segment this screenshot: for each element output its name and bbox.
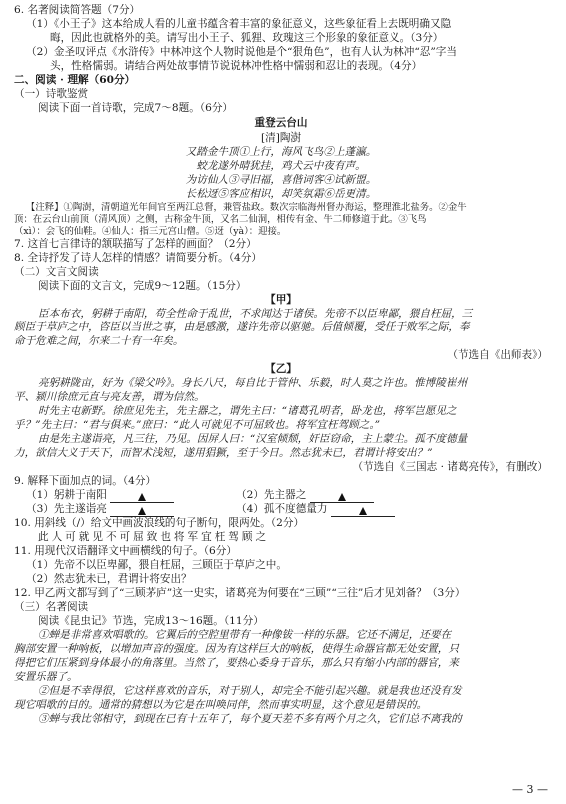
classics-intro: 阅读《昆虫记》节选，完成13～16题。（11分） [38, 614, 264, 627]
question-8: 8. 全诗抒发了诗人怎样的情感？请简要分析。（4分） [14, 251, 262, 264]
q9-item: （1）躬耕于南阳 [26, 489, 107, 502]
classical-intro: 阅读下面的文言文，完成9～12题。（15分） [38, 279, 247, 292]
note-line: 顶：在云台山前顶（清风顶）之侧，古称金牛顶，又名二仙洞，相传有金、牛二师修道于此。③飞鸟 [14, 213, 427, 225]
passage-yi-source: （节选自《三国志 · 诸葛亮传》，有删改） [352, 461, 548, 474]
question-12: 12. 甲乙两文都写到了“三顾茅庐”这一史实，诸葛亮为何要在“三顾”“三往”后才见刘备？（3分） [14, 586, 466, 599]
passage-line: ③蝉与我比邻相守，到现在已有十五年了，每个夏天差不多有两个月之久，它们总不离我的 [38, 712, 462, 725]
note-line: 【注释】①陶澍，清朝道光年间官至两江总督，兼管盐政。数次宗临海州督办海运，整理淮北盐务。②金牛 [26, 201, 467, 213]
passage-jia-label: 【甲】 [265, 293, 297, 306]
passage-jia [14, 308, 548, 350]
passage-line: ①蝉是非常喜欢唱歌的。它翼后的空腔里带有一种像钹一样的乐器。它还不满足，还要在 [38, 628, 452, 641]
q9-item: （3）先主遂诣亮 [26, 503, 107, 516]
poem-line: 又踏金牛顶①上行，海风飞鸟②上蓬瀛。 [185, 145, 377, 158]
poem-line: 长松迓⑤客应相识，却笑氛霜⑥岳更清。 [185, 187, 377, 200]
subsection-poetry: （一）诗歌鉴赏 [14, 87, 89, 100]
passage-line: 力，欲信大义于天下，而智术浅短，遂用猖獗，至于今日。然志犹未已，君谓计将安出？” [14, 447, 433, 460]
passage-line: 乎？”先主曰：“君与俱来。”庶曰：“此人可就见不可屈致也。将军宜枉驾顾之。” [14, 419, 381, 432]
triangle-marker-icon [359, 507, 367, 515]
note-line: （xì）：会飞的仙鞋。④仙人：指三元宫山僧。⑤迓（yà）：迎接。 [14, 225, 287, 237]
passage-line: 命于危难之间，尔来二十有一年矣。 [14, 335, 184, 348]
passage-line: 时先主屯新野。徐庶见先主，先主器之，谓先主曰：“诸葛孔明者，卧龙也，将军岂愿见之 [38, 405, 457, 418]
poem-author: [清]陶澍 [260, 131, 302, 144]
question-9-row1 [14, 489, 548, 503]
poem-line: 为访仙人③寻旧福，喜偕词客④试新盟。 [185, 173, 377, 186]
triangle-marker-icon [138, 507, 146, 515]
passage-line: 得把它们压紧到身体最小的角落里。当然了，要热心委身于音乐，那么只有缩小内部的器官，来 [14, 656, 459, 669]
question-9: 9. 解释下面加点的词。（4分） [14, 475, 157, 488]
triangle-marker-icon [338, 493, 346, 501]
question-11: 11. 用现代汉语翻译文中画横线的句子。（6分） [14, 545, 237, 558]
answer-blank[interactable] [331, 505, 395, 517]
poem-title: 重登云台山 [254, 116, 308, 129]
q9-item: （4）孤不度德量力 [236, 503, 328, 516]
question-6-part2-line2: 头，性格懦弱。请结合两处故事情节说说林冲性格中懦弱和忍让的表现。（4分） [50, 59, 423, 72]
section-2-heading: 二、阅读 · 理解（60分） [14, 73, 136, 86]
passage-yi-label: 【乙】 [265, 363, 297, 376]
poem-line: 蛟龙遂外晴犹挂，鸡犬云中夜有声。 [196, 159, 366, 172]
passage-line: ②但是不幸得很，它这样喜欢的音乐，对于别人，却完全不能引起兴趣。就是我也还没有发 [38, 684, 462, 697]
passage-line: 胸部安置一种响板，以增加声音的强度。因为有这样巨大的响板，使得生命器官都无处安置，只 [14, 642, 459, 655]
subsection-classical: （二）文言文阅读 [14, 265, 99, 278]
passage-insect [14, 629, 548, 727]
passage-line: 安置乐器了。 [14, 670, 78, 683]
answer-blank[interactable] [110, 505, 174, 517]
question-11-item: （2）然志犹未已，君谓计将安出？ [26, 572, 192, 585]
question-6-part1-line2: 晦，因此也就格外的美。请写出小王子、狐狸、玫瑰这三个形象的象征意义。（3分） [50, 31, 444, 44]
question-6-part2-line1: （2）金圣叹评点《水浒传》中林冲这个人物时说他是个“狠角色”，也有人认为林冲“忍”字当 [26, 45, 457, 58]
poem-notes [14, 202, 548, 238]
q9-item: （2）先主器之 [236, 489, 307, 502]
question-10-sentence: 此人可就见不可屈致也将军宜枉驾顾之 [38, 531, 270, 544]
answer-blank[interactable] [110, 491, 174, 503]
passage-line: 现它唱歌的目的。通常的猜想以为它是在叫唤同伴，然而事实明显，这个意见是错误的。 [14, 698, 428, 711]
question-11-item: （1）先帝不以臣卑鄙，猥自枉屈，三顾臣于草庐之中。 [26, 559, 287, 571]
subsection-classics: （三）名著阅读 [14, 600, 89, 613]
passage-line: 臣本布衣，躬耕于南阳，苟全性命于乱世，不求闻达于诸侯。先帝不以臣卑鄙，猥自枉屈，三 [38, 307, 473, 320]
question-6-stem: 6. 名著阅读简答题（7分） [14, 4, 141, 16]
question-9-row2 [14, 503, 548, 517]
passage-line: 亮躬耕陇亩，好为《梁父吟》。身长八尺，每自比于管仲、乐毅，时人莫之许也。惟博陵崔州 [38, 377, 468, 390]
poem-body [14, 146, 548, 202]
answer-blank[interactable] [310, 491, 374, 503]
passage-line: 平、颍川徐庶元直与亮友善，谓为信然。 [14, 391, 205, 404]
passage-jia-source: （节选自《出师表》） [447, 349, 548, 362]
question-6-part1-line1: （1）《小王子》这本给成人看的儿童书蕴含着丰富的象征意义，这些象征看上去既明确又隐 [26, 17, 452, 30]
page-number: — 3 — [512, 783, 548, 797]
passage-line: 由是先主遂诣亮，凡三往，乃见。因屏人曰：“汉室倾颓，奸臣窃命，主上蒙尘。孤不度德量 [38, 433, 468, 446]
passage-yi [14, 377, 548, 461]
triangle-marker-icon [138, 493, 146, 501]
question-10: 10. 用斜线（/）给文中画波浪线的句子断句，限两处。（2分） [14, 517, 305, 530]
poetry-intro: 阅读下面一首诗歌，完成7～8题。（6分） [38, 101, 234, 114]
question-7: 7. 这首七言律诗的颔联描写了怎样的画面？（2分） [14, 237, 257, 250]
passage-line: 顾臣于草庐之中，咨臣以当世之事，由是感激，遂许先帝以驱驰。后值倾覆，受任于败军之际，奉 [14, 321, 470, 334]
